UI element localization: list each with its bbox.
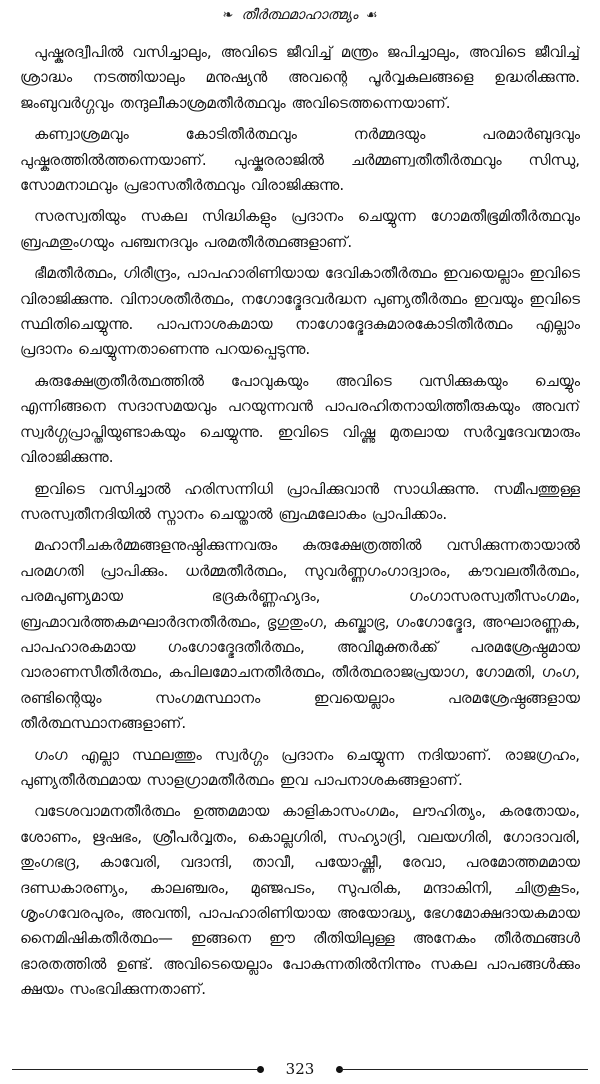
paragraph: കണ്വാശ്രമവും കോടിതീർത്ഥവും നർമ്മദയും പരമാർബുദവും പുഷ്കരത്തിൽത്തന്നെയാണ്. പുഷ്കരരാജിൽ ചർമ്മണ്വതീതീർത്ഥവും സിന്ധു, സോമനാഥവും പ്രഭാസതീർത്ഥവും വിരാജിക്കുന്നു. bbox=[20, 125, 580, 195]
footer-rule-right bbox=[340, 1069, 588, 1070]
paragraph: വടേശവാമനതീർത്ഥം ഉത്തമമായ കാളികാസംഗമം, ലൗഹിത്യം, കരതോയം, ശോണം, ഋഷഭം, ശ്രീപർവ്വതം, കൊല്ലഗിരി, സഹ്യാദ്രി, വലയഗിരി, ഗോദാവരി, തുംഗഭദ്ര, കാവേരി, വദാന്ദി, താവീ, പയോഷ്ണീ, രേവാ, പരമോത്തമമായ ദണ്ഡകാരണ്യം, കാലഞ്ചരം, മുഞ്ജപടം, സുപരിക, മന്ദാകിനി, ചിത്രകൂടം, ശൃംഗവേരപുരം, അവന്തി, പാപഹാരിണിയായ അയോദ്ധ്യ, ഭേഗമോക്ഷദായകമായ നൈമിഷികതീർത്ഥം— ഇങ്ങനെ ഈ രീതിയിലുള്ള അനേകം തീർത്ഥങ്ങൾ ഭാരതത്തിൽ ഉണ്ട്. അവിടെയെല്ലാം പോകുന്നതിൽനിന്നും സകല പാപങ്ങൾക്കും ക്ഷയം സംഭവിക്കുന്നതാണ്. bbox=[20, 802, 580, 999]
paragraph: ഇവിടെ വസിച്ചാൽ ഹരിസന്നിധി പ്രാപിക്കുവാൻ സാധിക്കുന്നു. സമീപത്തുള്ള സരസ്വതീനദിയിൽ സ്നാനം ചെയ്താൽ ബ്രഹ്മലോകം പ്രാപിക്കാം. bbox=[20, 479, 580, 523]
paragraph: പുഷ്കരദ്വീപിൽ വസിച്ചാലും, അവിടെ ജീവിച്ച് മന്ത്രം ജപിച്ചാലും, അവിടെ ജീവിച്ച് ശ്രാദ്ധം നടത്തിയാലും മനുഷ്യൻ അവന്റെ പൂർവ്വകുലങ്ങളെ ഉദ്ധരിക്കുന്നു. ജംബുവർഗ്ഗവും തന്ദുലീകാശ്രമതീർത്ഥവും അവിടെത്തന്നെയാണ്. bbox=[20, 43, 580, 112]
page-number: 323 bbox=[285, 1060, 315, 1078]
running-header bbox=[0, 2, 600, 28]
page-footer bbox=[0, 1058, 600, 1080]
body-text bbox=[20, 40, 580, 1040]
left-ornament-icon: ❧ bbox=[222, 7, 234, 23]
paragraph: മഹാനീചകർമ്മങ്ങളനുഷ്ഠിക്കുന്നവരും കുരുക്ഷേത്രത്തിൽ വസിക്കുന്നതായാൽ പരമഗതി പ്രാപിക്കും. ധർമ്മതീർത്ഥം, സുവർണ്ണഗംഗാദ്വാരം, കൗവലതീർത്ഥം, പരമപുണ്യമായ ഭദ്രകർണ്ണഹ്യദം, ഗംഗാസരസ്വതീസംഗമം, ബ്രഹ്മാവർത്തകമഘാർദനതീർത്ഥം, ഭൃഗുതുംഗ, കബ്ജാഭ്ര, ഗംഗോദ്ഭേദ, അഘാരണ്ണക, പാപഹാരകമായ ഗംഗോദ്ഭേദതീർത്ഥം, അവിമുക്തർക്ക് പരമശ്രേഷ്ഠമായ വാരാണസീതീർത്ഥം, കപിലമോചനതീർത്ഥം, തീർത്ഥരാജപ്രയാഗ, ഗോമതി, ഗംഗ, രണ്ടിന്റെയും സംഗമസ്ഥാനം ഇവയെല്ലാം പരമശ്രേഷ്ഠങ്ങളായ തീർത്ഥസ്ഥാനങ്ങളാണ്. bbox=[20, 536, 580, 733]
footer-dot-left-icon bbox=[257, 1066, 264, 1073]
paragraph: സരസ്വതിയും സകല സിദ്ധികളും പ്രദാനം ചെയ്യുന്ന ഗോമതീഭൂമിതീർത്ഥവും ബ്രഹ്മതുംഗയും പഞ്ചനദവും പരമതീർത്ഥങ്ങളാണ്. bbox=[20, 207, 580, 251]
footer-rule-left bbox=[12, 1069, 260, 1070]
chapter-title: തീർത്ഥമാഹാത്മ്യം bbox=[241, 7, 358, 23]
paragraph: ഭീമതീർത്ഥം, ഗിരീന്ദ്രം, പാപഹാരിണിയായ ദേവികാതീർത്ഥം ഇവയെല്ലാം ഇവിടെ വിരാജിക്കുന്നു. വിനാശതീർത്ഥം, നഗോദ്ഭേദവർദ്ധന പുണ്യതീർത്ഥം ഇവയും ഇവിടെ സ്ഥിതിചെയ്യുന്നു. പാപനാശകമായ നാഗോദ്ഭേദകുമാരകോടിതീർത്ഥം എല്ലാം പ്രദാനം ചെയ്യുന്നതാണെന്നു പറയപ്പെടുന്നു. bbox=[20, 264, 580, 359]
paragraph: കുരുക്ഷേത്രതീർത്ഥത്തിൽ പോവുകയും അവിടെ വസിക്കുകയും ചെയ്യും എന്നിങ്ങനെ സദാസമയവും പറയുന്നവൻ പാപരഹിതനായിത്തീരുകയും അവന് സ്വർഗ്ഗപ്രാപ്തിയുണ്ടാകയും ചെയ്യുന്നു. ഇവിടെ വിഷ്ണു മുതലായ സർവ്വദേവന്മാരും വിരാജിക്കുന്നു. bbox=[20, 371, 580, 467]
right-ornament-icon: ☙ bbox=[365, 7, 378, 23]
paragraph: ഗംഗ എല്ലാ സ്ഥലത്തും സ്വർഗ്ഗം പ്രദാനം ചെയ്യുന്ന നദിയാണ്. രാജഗ്രഹം, പുണ്യതീർത്ഥമായ സാളഗ്രാമതീർത്ഥം ഇവ പാപനാശകങ്ങളാണ്. bbox=[20, 745, 580, 789]
